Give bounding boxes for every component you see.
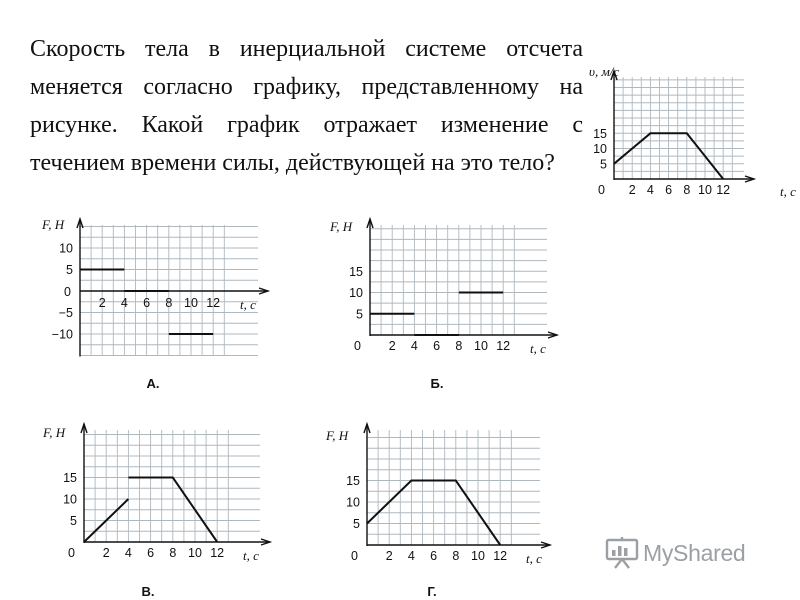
option-caption: А. (146, 376, 160, 391)
velocity-graph (589, 62, 797, 207)
force-graph-v (40, 420, 270, 600)
x-tick-label: 2 (388, 339, 396, 353)
x-tick-label: 8 (683, 183, 691, 197)
option-caption: Б. (430, 376, 444, 391)
x-tick-label: 6 (430, 549, 438, 563)
grid (80, 225, 258, 356)
x-tick-label: 10 (188, 546, 202, 560)
y-tick-label: 10 (349, 286, 363, 300)
grid (367, 430, 540, 545)
x-tick-label: 10 (184, 296, 198, 310)
x-tick-label: 6 (143, 296, 151, 310)
y-axis-label: F, Н (43, 425, 66, 440)
y-tick-label: 10 (63, 492, 77, 507)
x-tick-label: 4 (120, 296, 128, 310)
y-tick-label: 15 (593, 126, 607, 141)
x-tick-label: 4 (410, 339, 418, 353)
y-tick-label: 5 (356, 307, 363, 322)
x-tick-label: 4 (407, 549, 415, 563)
x-axis-label: t, с (530, 341, 546, 356)
question-text: Скорость тела в инерциальной системе отсчета меняется согласно графику, представленному на рисунке. Какой график отражает изменение с течением времени силы, действующей на это тело? (30, 36, 583, 176)
y-axis-label: υ, м/с (589, 64, 620, 79)
y-tick-label: 5 (600, 157, 607, 172)
y-axis-label: F, Н (42, 217, 65, 232)
grid (370, 225, 547, 335)
x-tick-label: 4 (124, 546, 132, 560)
x-tick-label: 6 (433, 339, 441, 353)
origin-label: 0 (354, 339, 361, 353)
y-tick-label: 10 (59, 241, 73, 256)
origin-label: 0 (68, 546, 75, 560)
y-tick-label: 5 (70, 514, 77, 528)
x-tick-label: 8 (169, 546, 177, 560)
x-tick-label: 2 (628, 183, 636, 197)
grid (614, 77, 744, 179)
y-tick-label: 15 (349, 264, 363, 279)
origin-label: 0 (351, 549, 358, 563)
x-tick-label: 12 (206, 296, 221, 310)
x-tick-label: 8 (455, 339, 463, 353)
x-tick-label: 6 (147, 546, 155, 560)
y-tick-label: 5 (353, 517, 360, 531)
grid (84, 430, 260, 542)
y-tick-label: −10 (51, 327, 73, 342)
x-tick-label: 8 (165, 296, 173, 310)
logo-text: MyShared (643, 539, 746, 566)
x-tick-label: 12 (716, 183, 731, 197)
y-tick-label: 15 (346, 474, 360, 488)
x-axis-label: t, с (240, 297, 256, 312)
x-axis-label: t, с (526, 551, 542, 566)
option-caption: Г. (427, 584, 437, 599)
x-tick-label: 12 (210, 546, 225, 560)
x-tick-label: 6 (665, 183, 673, 197)
x-tick-label: 2 (98, 296, 106, 310)
x-tick-label: 12 (496, 339, 511, 353)
y-tick-label: 10 (346, 495, 360, 510)
y-tick-label: 15 (63, 471, 77, 485)
presentation-board-icon (605, 537, 639, 569)
option-caption: В. (141, 584, 155, 599)
x-tick-label: 4 (646, 183, 654, 197)
x-tick-label: 2 (102, 546, 110, 560)
x-tick-label: 2 (385, 549, 393, 563)
y-tick-label: 10 (593, 142, 607, 156)
force-graph-b (325, 215, 555, 390)
y-axis-label: F, Н (326, 428, 349, 443)
y-tick-label: 5 (66, 263, 73, 277)
origin-label: 0 (64, 285, 71, 299)
origin-label: 0 (598, 183, 605, 197)
y-tick-label: −5 (58, 306, 73, 320)
force-graph-a (40, 215, 275, 395)
myshared-logo (605, 537, 745, 569)
x-tick-label: 12 (493, 549, 508, 563)
x-axis-label: t, с (243, 548, 259, 563)
y-axis-label: F, Н (330, 219, 353, 234)
x-tick-label: 10 (698, 183, 712, 197)
x-axis-label: t, с (780, 184, 796, 199)
x-tick-label: 10 (474, 339, 488, 353)
force-graph-g (320, 420, 550, 600)
x-tick-label: 10 (471, 549, 485, 563)
x-tick-label: 8 (452, 549, 460, 563)
